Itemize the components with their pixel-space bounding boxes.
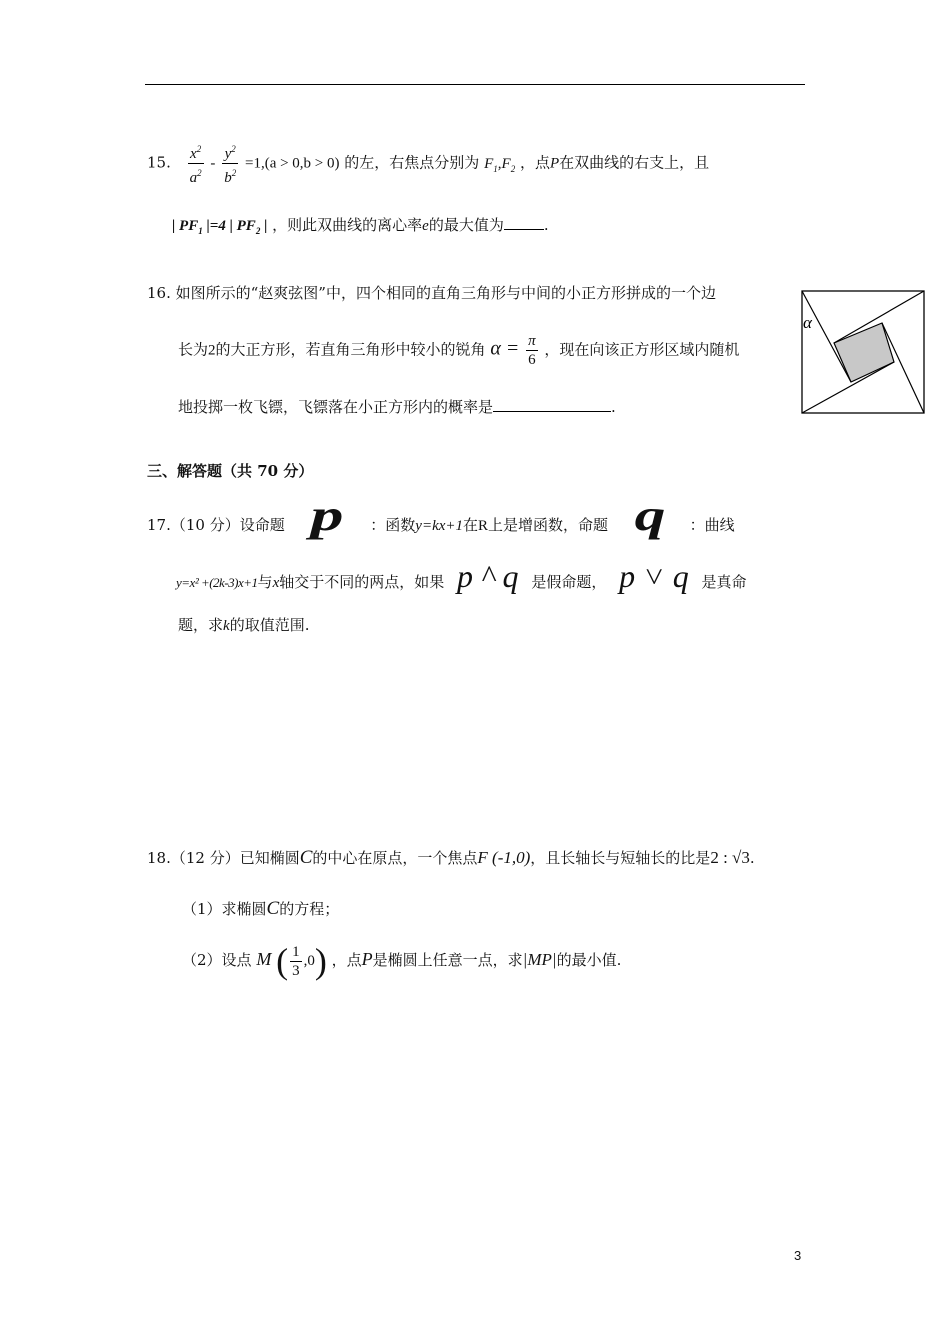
axis-ratio: 2 : √3 [710, 848, 750, 867]
fraction-x2-a2: $\frac{x^2}{a^2}$ [188, 140, 204, 187]
focal-distance-condition: | $PF_1$ |=4 | $PF_2$ | [172, 218, 268, 236]
answer-blank [493, 411, 611, 412]
curve-equation: y=x² +(2k-3)x+1 [176, 575, 258, 590]
page-number: 3 [794, 1248, 802, 1263]
q15-line1: 15. $\frac{x^2}{a^2}$ - $\frac{y^2}{b^2}$ =1,(a > 0,b > 0) 的左，右焦点分别为 $F_1,F_2$ ，点P在双曲线的右支上，且 [147, 140, 709, 187]
proposition-q: q [634, 491, 666, 540]
q17-line1: 17.（10 分）设命题 p ：函数y=kx+1在R上是增函数，命题 q ：曲线 [147, 491, 735, 540]
distance-mp: |MP| [522, 950, 557, 969]
zhao-shuang-figure [801, 290, 926, 419]
focus-point: F (-1,0) [477, 848, 531, 867]
q18-number: 18. [147, 849, 171, 867]
fraction-y2-b2: $\frac{y^2}{b^2}$ [222, 140, 238, 187]
q18-line1: 18.（12 分）已知椭圆C的中心在原点，一个焦点F (-1,0)，且长轴长与短轴长的比是2 : √3. [147, 847, 755, 868]
q16-line1: 16. 如图所示的“赵爽弦图”中，四个相同的直角三角形与中间的小正方形拼成的一个边 [147, 284, 716, 302]
q15-number: 15. [147, 153, 171, 172]
alpha-equation: α = [490, 337, 520, 360]
proposition-p: p [310, 491, 343, 540]
q17-line3: 题，求k的取值范围. [178, 616, 310, 634]
q16-line3: 地投掷一枚飞镖，飞镖落在小正方形内的概率是 . [178, 398, 616, 416]
section-heading: 三、解答题（共 70 分） [147, 462, 314, 480]
foci-label: $F_1,F_2$ [484, 155, 516, 174]
q15-line2: | $PF_1$ |=4 | $PF_2$ | ，则此双曲线的离心率e的最大值为 . [172, 216, 549, 236]
q17-number: 17. [147, 516, 171, 534]
header-rule [145, 84, 805, 85]
fraction-pi-6: $\frac{\pi}{6}$ [528, 333, 536, 368]
q16-line2: 长为2的大正方形，若直角三角形中较小的锐角 α = $\frac{\pi}{6}$ ，现在向该正方形区域内随机 [178, 333, 740, 368]
q17-line2: y=x² +(2k-3)x+1与x轴交于不同的两点，如果 p ^ q 是假命题， p ˅ q 是真命 [176, 558, 747, 594]
p-and-q: p ^ q [457, 558, 519, 594]
q18-part2: （2）设点 M ( $\frac{1}{3}$ ,0) ，点P是椭圆上任意一点，求|MP|的最小值. [182, 941, 622, 981]
q18-part1: （1）求椭圆C的方程； [182, 898, 340, 919]
figure-svg [801, 290, 926, 415]
answer-blank [504, 229, 544, 230]
p-or-q: p ˅ q [619, 558, 689, 594]
fraction-one-third: $\frac{1}{3}$ [292, 943, 300, 979]
alpha-label: α [803, 313, 812, 332]
q16-number: 16. [147, 284, 171, 302]
hyperbola-condition: =1,(a > 0,b > 0) [244, 155, 340, 172]
